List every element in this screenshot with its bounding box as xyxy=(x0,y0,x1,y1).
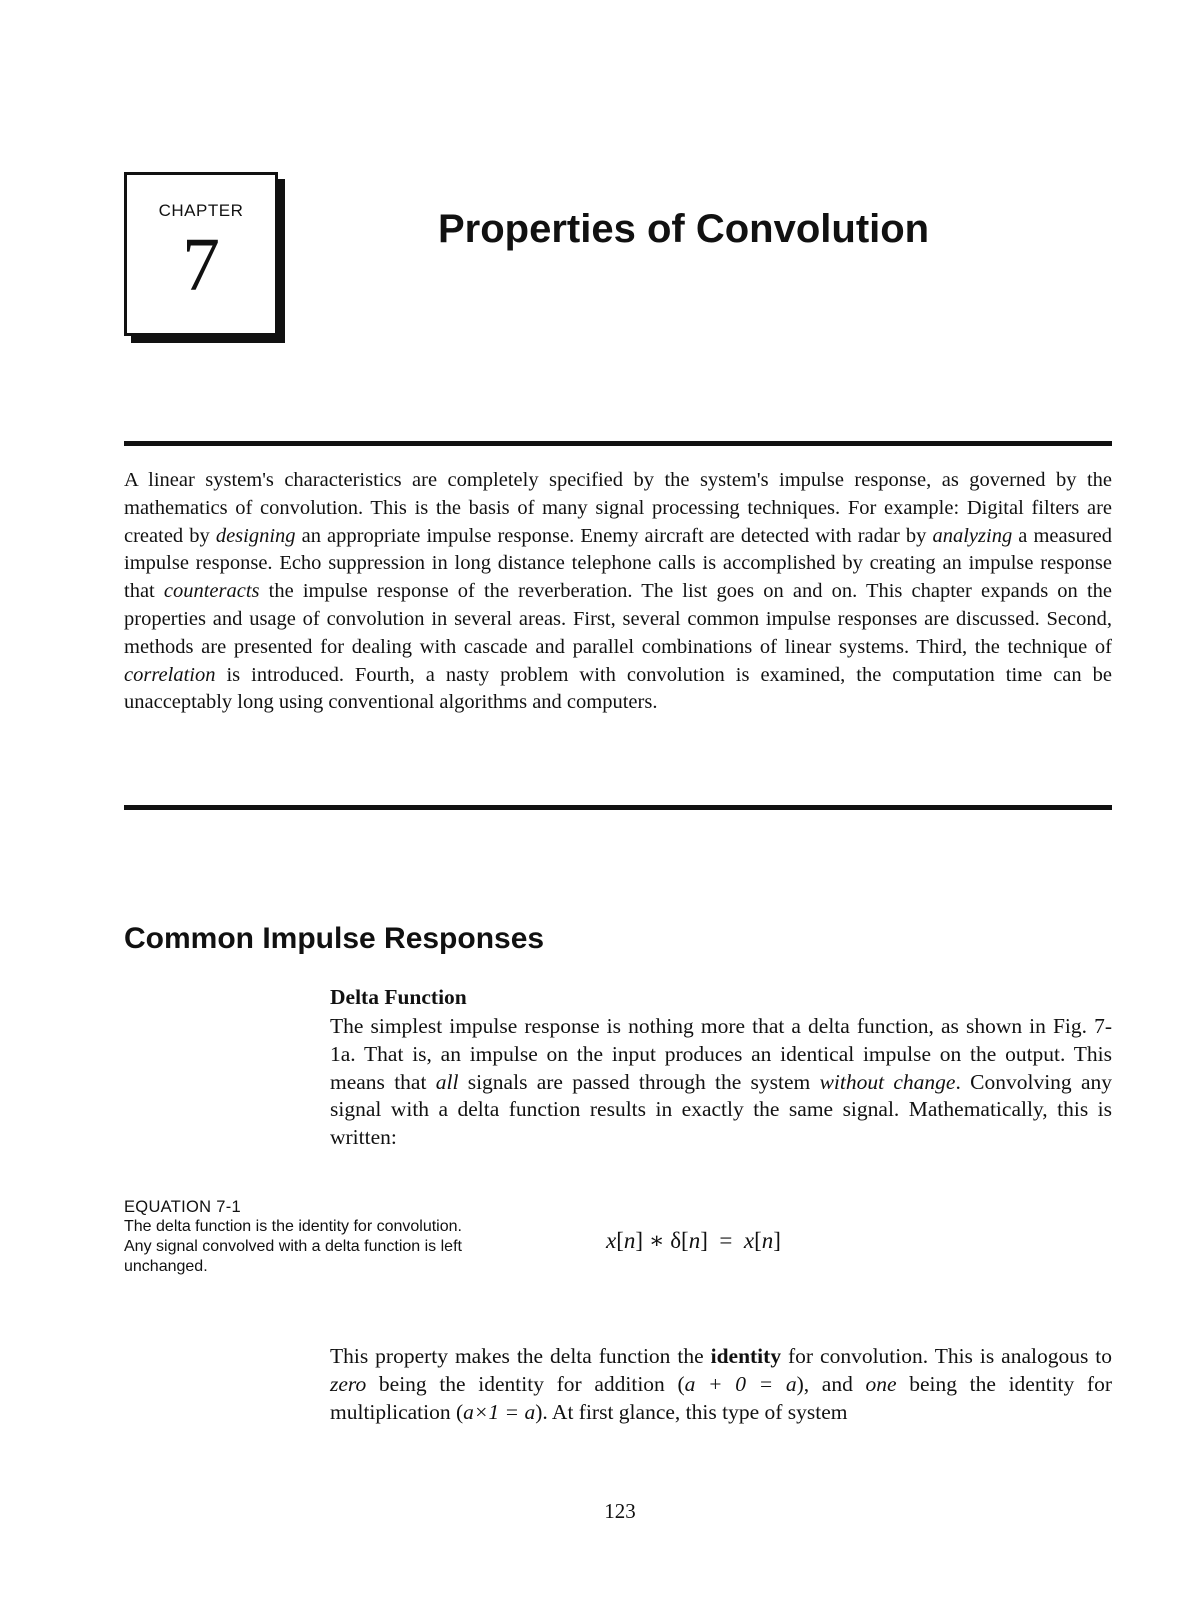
chapter-label: CHAPTER xyxy=(158,201,244,220)
body-emphasis: without change xyxy=(819,1069,956,1094)
body-emphasis: all xyxy=(435,1069,459,1094)
body-text: The simplest impulse response is nothing more that a delta function, as shown in Fig. 7-1a. That is, an impulse on the input produces an identical impulse on the output. This means that xyxy=(330,1014,1112,1094)
inline-math: a + 0 = a xyxy=(684,1371,797,1396)
body-emphasis: zero xyxy=(330,1371,367,1396)
intro-paragraph xyxy=(124,467,1112,717)
body-strong: identity xyxy=(710,1344,782,1368)
section-heading: Common Impulse Responses xyxy=(124,922,545,955)
body-text: signals are passed through the system xyxy=(458,1069,820,1094)
intro-emphasis: correlation xyxy=(124,663,216,686)
intro-text: A linear system's characteristics are completely specified by the system's impulse response, as governed by the mathematics of convolution. This is the basis of many signal processing techniques. For example: Digital filters are created by xyxy=(124,469,1112,547)
body-paragraph-2 xyxy=(330,1343,1112,1426)
body-emphasis: one xyxy=(865,1371,897,1396)
equation-caption xyxy=(124,1197,464,1277)
intro-text: an appropriate impulse response. Enemy aircraft are detected with radar by xyxy=(295,524,933,547)
body-text: This property makes the delta function the xyxy=(330,1344,711,1368)
body-text: being the identity for addition ( xyxy=(366,1371,685,1396)
intro-emphasis: analyzing xyxy=(932,524,1013,547)
inline-math: a×1 = a xyxy=(463,1399,536,1424)
body-text: . Convolving any signal with a delta function results in exactly the same signal. Mathematically, this is written: xyxy=(330,1069,1112,1150)
subsection-heading: Delta Function xyxy=(330,985,467,1009)
top-rule xyxy=(124,441,1112,446)
page-number: 123 xyxy=(604,1499,636,1523)
intro-text: a measured impulse response. Echo suppression in long distance telephone calls is accomplished by creating an impulse response that xyxy=(124,524,1112,603)
equation-label: EQUATION 7-1 xyxy=(124,1198,241,1216)
bottom-rule xyxy=(124,805,1112,810)
body-text: for convolution. This is analogous to xyxy=(781,1344,1112,1368)
chapter-number: 7 xyxy=(182,223,220,307)
intro-emphasis: designing xyxy=(215,524,296,547)
body-paragraph-1 xyxy=(330,1013,1112,1152)
chapter-box xyxy=(124,172,278,336)
body-text: ). At first glance, this type of system xyxy=(535,1399,848,1424)
equation-7-1: x[n] ∗ δ[n] = x[n] xyxy=(606,1228,781,1253)
chapter-title: Properties of Convolution xyxy=(438,207,930,251)
equation-caption-text: The delta function is the identity for convolution. Any signal convolved with a delta function is left unchanged. xyxy=(124,1218,462,1275)
body-text: being the identity for multiplication ( xyxy=(330,1371,1112,1424)
intro-text: the impulse response of the reverberation. The list goes on and on. This chapter expands on the properties and usage of convolution in several areas. First, several common impulse responses are discussed. Second, methods are presented for dealing with cascade and parallel combinations of linear systems. Third, the technique of xyxy=(124,580,1112,658)
body-text: ), and xyxy=(796,1371,866,1396)
intro-emphasis: counteracts xyxy=(163,580,260,603)
intro-text: is introduced. Fourth, a nasty problem with convolution is examined, the computation time can be unacceptably long using conventional algorithms and computers. xyxy=(124,663,1112,714)
